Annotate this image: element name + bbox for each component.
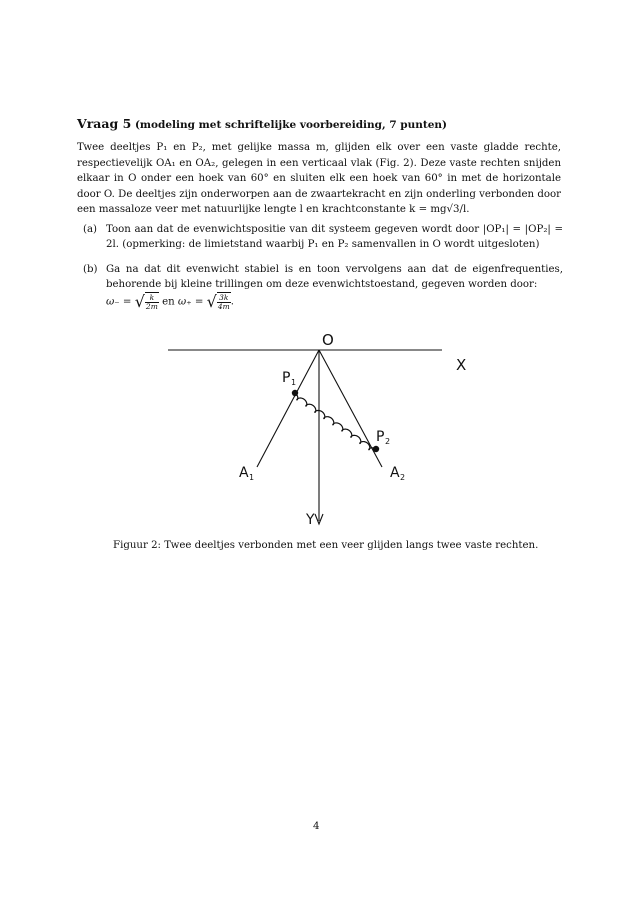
label-P1: P [282, 370, 291, 386]
label-P1-sub: 1 [291, 378, 297, 387]
label-O: O [322, 331, 334, 349]
spring-coil [295, 393, 376, 450]
fraction-1-numerator: k [145, 294, 159, 303]
label-P2-sub: 2 [385, 437, 391, 446]
fraction-2-numerator: 3k [217, 294, 231, 303]
particle-P1 [292, 390, 298, 396]
label-A1: A [239, 465, 249, 481]
part-a-label: (a) [83, 224, 98, 235]
part-a-text: Toon aan dat de evenwichtspositie van dit systeem gegeven wordt door |OP₁| = |OP₂| = 2l. (opmerking: de limietstand waarbij P₁ en P₂ samenvallen in O wordt uitgesloten) [106, 224, 563, 251]
figure-caption: Figuur 2: Twee deeltjes verbonden met een veer glijden langs twee vaste rechten. [113, 540, 539, 551]
omega-minus: ω₋ = [106, 296, 132, 308]
label-X: X [456, 356, 467, 374]
eigenfrequency-formula: ω₋ = √ $\frac{k}{2m}$ en ω₊ = √ $\frac{3k}{4m}$ . [106, 292, 234, 312]
intro-paragraph: Twee deeltjes P₁ en P₂, met gelijke massa m, glijden elk over een vaste gladde rechte, respectievelijk OA₁ en OA₂, gelegen in een verticaal vlak (Fig. 2). Deze vaste rechten snijden elkaar in O onder een hoek van 60° en sluiten elk een hoek van 60° in met de horizontale door O. De deeltjes zijn onderworpen aan de zwaartekracht en zijn onderling verbonden door een massaloze veer met natuurlijke lengte l en krachtconstante k = mg√3/l. [77, 142, 561, 216]
fraction-1-denominator: 2m [145, 302, 158, 312]
fraction-2-denominator: 4m [217, 302, 230, 312]
sqrt-icon: √ [206, 292, 217, 312]
label-A2-sub: 2 [400, 473, 406, 482]
part-b-label: (b) [83, 264, 98, 275]
page-number: 4 [313, 821, 320, 832]
label-A1-sub: 1 [249, 473, 255, 482]
question-subtitle: (modeling met schriftelijke voorbereiding, 7 punten) [134, 119, 448, 131]
line-OA2 [319, 350, 385, 467]
label-A2: A [390, 465, 400, 481]
omega-plus: ω₊ = [177, 296, 204, 308]
sqrt-icon: √ [134, 292, 145, 312]
label-Y: Y [306, 512, 315, 528]
label-P2: P [376, 429, 385, 445]
particle-P2 [373, 446, 379, 452]
formula-connector: en [162, 296, 175, 308]
line-OA1 [257, 350, 319, 467]
part-b-text: Ga na dat dit evenwicht stabiel is en toon vervolgens aan dat de eigenfrequenties, behorende bij kleine trillingen om deze evenwichtstoestand, gegeven worden door: [106, 264, 563, 291]
question-title: Vraag 5 [77, 116, 132, 131]
